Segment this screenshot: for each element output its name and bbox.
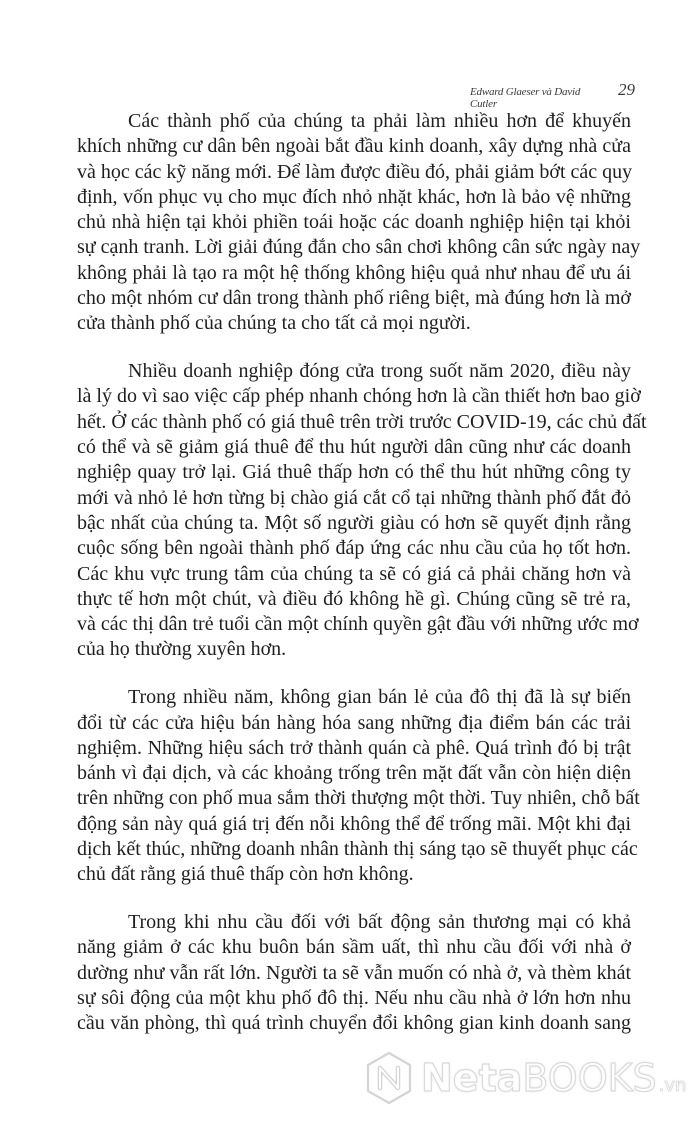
- paragraph-1: [77, 109, 641, 337]
- text-line: và các thị dân trẻ tuổi cần một chính quyền gật đầu với những ước mơ: [77, 613, 639, 636]
- text-line: cuộc sống bên ngoài thành phố đáp ứng các nhu cầu của họ tốt hơn.: [77, 537, 631, 560]
- text-line: chủ nhà hiện tại khỏi phiền toái hoặc các doanh nghiệp hiện tại khỏi: [77, 211, 631, 234]
- text-line: bánh vì đại dịch, và các khoảng trống trên mặt đất vẫn còn hiện diện: [77, 762, 631, 785]
- netabooks-watermark: [365, 1045, 690, 1111]
- text-line: là lý do vì sao việc cấp phép nhanh chóng hơn là cần thiết hơn bao giờ: [77, 385, 641, 408]
- watermark-brand-books: BOOKS: [522, 1056, 657, 1100]
- text-line: động sản này quá giá trị đến nỗi không thể để trống mãi. Một khi đại: [77, 812, 631, 835]
- text-line: chủ đất rằng giá thuê thấp còn hơn không.: [77, 863, 414, 886]
- text-line: nghiệm. Những hiệu sách trở thành quán cà phê. Quá trình đó bị trật: [77, 736, 631, 759]
- header-authors: Edward Glaeser và David Cutler: [470, 86, 581, 110]
- paragraph-2: [77, 359, 647, 663]
- text-line: dịch kết thúc, những doanh nhân thành thị sáng tạo sẽ thuyết phục các: [77, 838, 638, 861]
- text-line: cho một nhóm cư dân trong thành phố riêng biệt, mà đúng hơn là mở: [77, 287, 631, 310]
- text-line: hết. Ở các thành phố có giá thuê trên trời trước COVID-19, các chủ đất: [77, 410, 647, 433]
- text-line: Trong khi nhu cầu đối với bất động sản thương mại có khả: [128, 911, 631, 934]
- text-line: cửa thành phố của chúng ta cho tất cả mọi người.: [77, 312, 471, 335]
- text-line: khích những cư dân bên ngoài bắt đầu kinh doanh, xây dựng nhà cửa: [77, 135, 631, 158]
- text-line: Nhiều doanh nghiệp đóng cửa trong suốt năm 2020, điều này: [128, 360, 631, 383]
- text-line: và học các kỹ năng mới. Để làm được điều đó, phải giảm bớt các quy: [77, 160, 633, 183]
- text-line: của họ thường xuyên hơn.: [77, 638, 287, 661]
- text-line: nghiệp quay trở lại. Giá thuê thấp hơn có thể thu hút những công ty: [77, 461, 631, 484]
- text-line: năng giảm ở các khu buôn bán sầm uất, thì nhu cầu đối với nhà ở: [77, 936, 631, 959]
- text-line: không phải là tạo ra một hệ thống không hiệu quả như nhau để ưu ái: [77, 261, 631, 284]
- text-line: trên những con phố mua sắm thời thượng một thời. Tuy nhiên, chỗ bất: [77, 787, 640, 810]
- text-line: bậc nhất của chúng ta. Một số người giàu có hơn sẽ quyết định rằng: [77, 511, 631, 534]
- paragraph-3: [77, 685, 640, 887]
- text-line: sự cạnh tranh. Lời giải đúng đắn cho sân chơi không cân sức ngày nay: [77, 236, 641, 259]
- text-line: dường như vẫn rất lớn. Người ta sẽ vẫn muốn có nhà ở, và thèm khát: [77, 961, 631, 984]
- text-line: đổi từ các cửa hiệu bán hàng hóa sang những địa điểm bán các trải: [77, 711, 631, 734]
- hexagon-n-logo-icon: [365, 1051, 413, 1105]
- text-line: định, vốn phục vụ cho mục đích nhỏ nhặt khác, hơn là bảo vệ những: [77, 185, 631, 208]
- text-line: Các khu vực trung tâm của chúng ta sẽ có giá cả phải chăng hơn và: [77, 562, 631, 585]
- watermark-brand-neta: Neta: [421, 1056, 523, 1100]
- page-number: 29: [618, 80, 635, 99]
- text-line: mới và nhỏ lẻ hơn từng bị chào giá cắt cổ tại những thành phố đắt đỏ: [77, 486, 631, 509]
- paragraph-4: [77, 910, 631, 1036]
- text-line: Trong nhiều năm, không gian bán lẻ của đô thị đã là sự biến: [128, 686, 631, 709]
- text-line: cầu văn phòng, thì quá trình chuyển đổi không gian kinh doanh sang: [77, 1012, 631, 1035]
- running-header: [470, 80, 635, 110]
- watermark-brand-tld: .vn: [658, 1075, 687, 1096]
- text-line: thực tế hơn một chút, và điều đó không hề gì. Chúng cũng sẽ trẻ ra,: [77, 587, 631, 610]
- text-line: Các thành phố của chúng ta phải làm nhiều hơn để khuyến: [128, 110, 631, 132]
- body-text: [77, 109, 647, 1059]
- text-line: sự sôi động của một khu phố đô thị. Nếu nhu cầu nhà ở lớn hơn nhu: [77, 987, 631, 1009]
- text-line: có thể và sẽ giảm giá thuê để thu hút người dân cũng như các doanh: [77, 436, 631, 459]
- watermark-text: [421, 1056, 686, 1100]
